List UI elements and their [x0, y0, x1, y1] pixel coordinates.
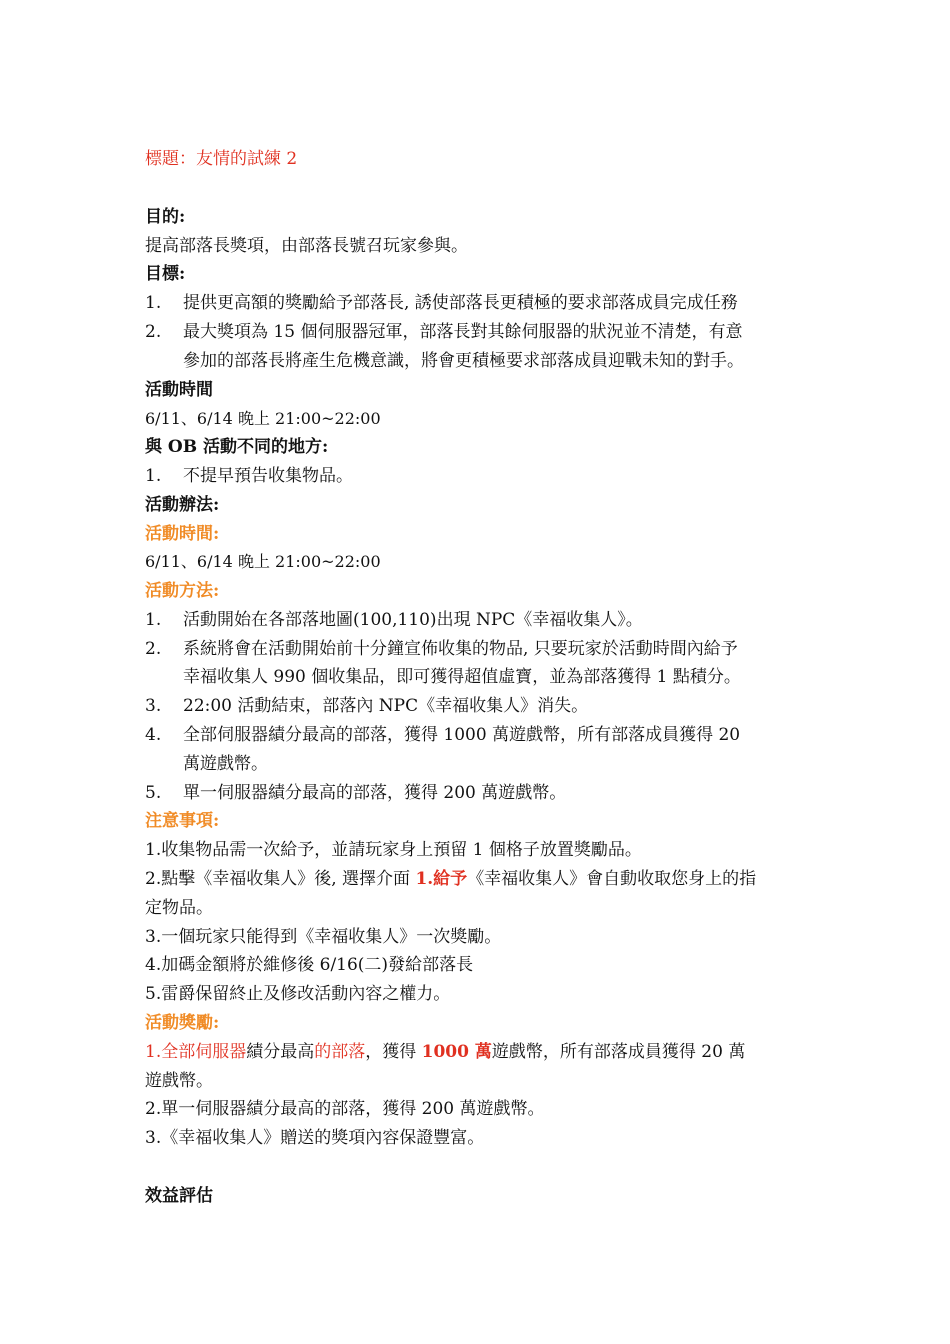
- item-number: 2.: [145, 322, 162, 342]
- act-method-item: [145, 780, 566, 806]
- goal-item: [145, 290, 738, 316]
- document-title: 標題：友情的試練 2: [145, 149, 298, 169]
- diff-item: [145, 463, 353, 489]
- time-heading: 活動時間: [145, 380, 213, 400]
- reward-1-get: ，獲得: [365, 1042, 422, 1062]
- act-time-heading: 活動時間:: [145, 524, 220, 544]
- reward-1-amount: 1000 萬: [421, 1042, 492, 1062]
- diff-heading: 與 OB 活動不同的地方:: [145, 437, 329, 457]
- item-text: 單一伺服器績分最高的部落，獲得 200 萬遊戲幣。: [183, 783, 567, 803]
- item-text: 系統將會在活動開始前十分鐘宣佈收集的物品, 只要玩家於活動時間內給予: [183, 639, 738, 659]
- reward-2: 2.單一伺服器績分最高的部落，獲得 200 萬遊戲幣。: [145, 1099, 545, 1119]
- note-2-text: 2.點擊《幸福收集人》後, 選擇介面: [145, 869, 416, 889]
- act-method-item: [145, 607, 643, 633]
- note-1: 1.收集物品需一次給予，並請玩家身上預留 1 個格子放置獎勵品。: [145, 840, 642, 860]
- rewards-heading: 活動獎勵:: [145, 1013, 220, 1033]
- reward-3: 3.《幸福收集人》贈送的獎項內容保證豐富。: [145, 1128, 485, 1148]
- note-5: 5.雷爵保留終止及修改活動內容之權力。: [145, 984, 451, 1004]
- reward-1-number: 1.: [145, 1042, 162, 1062]
- reward-1-rest: 遊戲幣，所有部落成員獲得 20 萬: [491, 1042, 746, 1062]
- note-2-text-rest: 《幸福收集人》會自動收取您身上的指: [467, 869, 757, 889]
- item-text: 全部伺服器績分最高的部落，獲得 1000 萬遊戲幣，所有部落成員獲得 20: [183, 725, 741, 745]
- goal-item-continuation: 參加的部落長將產生危機意識，將會更積極要求部落成員迎戰未知的對手。: [183, 351, 744, 371]
- act-method-item: [145, 693, 588, 719]
- reward-1-continuation: 遊戲幣。: [145, 1071, 213, 1091]
- purpose-text: 提高部落長獎項，由部落長號召玩家參與。: [145, 236, 468, 256]
- reward-1-target: 的部落: [314, 1042, 366, 1062]
- purpose-heading: 目的:: [145, 207, 186, 227]
- item-text: 不提早預告收集物品。: [183, 466, 353, 486]
- reward-1-criteria: 績分最高: [246, 1042, 315, 1062]
- act-time-text: 6/11、6/14 晚上 21:00~22:00: [145, 552, 381, 571]
- item-number: 5.: [145, 783, 162, 803]
- act-method-item-continuation: 幸福收集人 990 個收集品，即可獲得超值虛寶，並為部落獲得 1 點積分。: [183, 667, 741, 687]
- act-method-item: [145, 722, 740, 748]
- goal-heading: 目標:: [145, 264, 186, 284]
- note-2-highlight: 1.給予: [415, 869, 468, 889]
- item-number: 2.: [145, 639, 162, 659]
- notes-heading: 注意事項:: [145, 811, 220, 831]
- item-text: 22:00 活動結束，部落內 NPC《幸福收集人》消失。: [183, 696, 589, 716]
- goal-item: [145, 319, 742, 345]
- item-number: 1.: [145, 610, 162, 630]
- time-text: 6/11、6/14 晚上 21:00~22:00: [145, 409, 381, 428]
- item-number: 1.: [145, 293, 162, 313]
- note-3: 3.一個玩家只能得到《幸福收集人》一次獎勵。: [145, 927, 502, 947]
- item-number: 4.: [145, 725, 162, 745]
- item-text: 提供更高額的獎勵給予部落長, 誘使部落長更積極的要求部落成員完成任務: [183, 293, 738, 313]
- reward-1-scope: 全部伺服器: [161, 1042, 247, 1062]
- item-number: 3.: [145, 696, 162, 716]
- act-method-item: [145, 636, 738, 662]
- note-2-continuation: 定物品。: [145, 898, 213, 918]
- item-text: 活動開始在各部落地圖(100,110)出現 NPC《幸福收集人》。: [183, 610, 643, 630]
- reward-1: [145, 1039, 745, 1065]
- act-method-heading: 活動方法:: [145, 581, 220, 601]
- evaluation-heading: 效益評估: [145, 1186, 213, 1206]
- item-number: 1.: [145, 466, 162, 486]
- item-text: 最大獎項為 15 個伺服器冠軍，部落長對其餘伺服器的狀況並不清楚，有意: [183, 322, 743, 342]
- method-heading: 活動辦法:: [145, 495, 220, 515]
- act-method-item-continuation: 萬遊戲幣。: [183, 754, 268, 774]
- note-2: [145, 866, 756, 892]
- note-4: 4.加碼金額將於維修後 6/16(二)發給部落長: [145, 955, 474, 975]
